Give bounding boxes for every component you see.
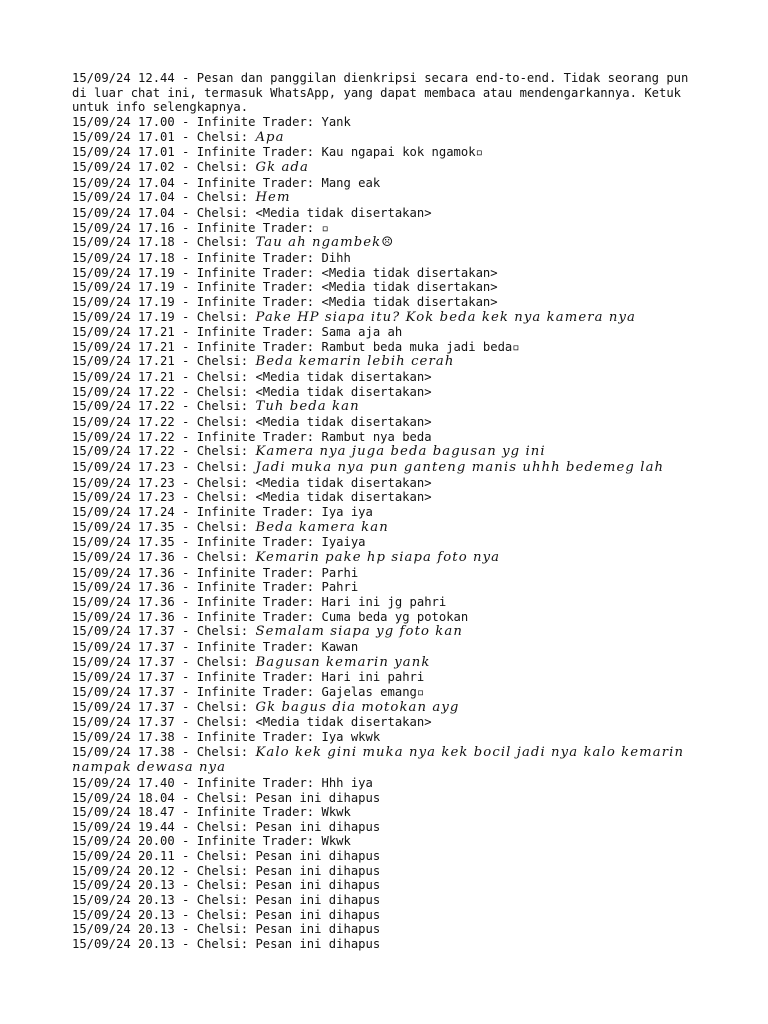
- chat-line: [72, 776, 694, 791]
- line-prefix: 15/09/24 20.13 - Chelsi:: [72, 922, 256, 937]
- chat-line: [72, 834, 694, 849]
- chat-line: [72, 580, 694, 595]
- chat-line: [72, 160, 694, 176]
- chat-line: [72, 849, 694, 864]
- line-message: <Media tidak disertakan>: [255, 415, 432, 430]
- chat-line: [72, 221, 694, 236]
- line-prefix: 15/09/24 17.37 - Chelsi:: [72, 715, 256, 730]
- chat-line: [72, 280, 694, 295]
- line-prefix: 15/09/24 17.24 - Infinite Trader:: [72, 505, 322, 520]
- chat-line: [72, 670, 694, 685]
- line-prefix: 15/09/24 20.13 - Chelsi:: [72, 893, 256, 908]
- chat-line: [72, 354, 694, 370]
- chat-line: [72, 399, 694, 415]
- line-prefix: 15/09/24 17.37 - Infinite Trader:: [72, 684, 322, 699]
- line-message: Kemarin pake hp siapa foto nya: [255, 550, 501, 565]
- line-message: <Media tidak disertakan>: [255, 384, 432, 399]
- line-message: Iyaiya: [321, 535, 366, 550]
- chat-line: [72, 310, 694, 326]
- chat-line: [72, 115, 694, 130]
- chat-line: [72, 490, 694, 505]
- line-message: Pesan ini dihapus: [255, 907, 381, 922]
- line-prefix: 15/09/24 18.04 - Chelsi:: [72, 790, 256, 805]
- line-message: Semalam siapa yg foto kan: [255, 624, 463, 640]
- line-prefix: 15/09/24 17.21 - Chelsi:: [72, 354, 256, 369]
- line-message: <Media tidak disertakan>: [321, 280, 498, 295]
- line-prefix: 15/09/24 17.00 - Infinite Trader:: [72, 114, 322, 129]
- line-message: Parhi: [321, 565, 359, 580]
- line-message: Rambut nya beda: [321, 429, 432, 444]
- line-prefix: 15/09/24 17.36 - Infinite Trader:: [72, 580, 322, 595]
- line-message: Mang eak: [321, 175, 381, 190]
- line-message: Pake HP siapa itu? Kok beda kek nya kamera nya: [255, 309, 637, 325]
- chat-line: [72, 295, 694, 310]
- line-message: Kawan: [321, 639, 359, 654]
- line-prefix: 15/09/24 20.11 - Chelsi:: [72, 849, 256, 864]
- chat-line: [72, 730, 694, 745]
- line-message: <Media tidak disertakan>: [321, 294, 498, 309]
- line-prefix: 15/09/24 17.19 - Infinite Trader:: [72, 294, 322, 309]
- line-prefix: 15/09/24 17.21 - Infinite Trader:: [72, 339, 322, 354]
- line-prefix: 15/09/24 17.40 - Infinite Trader:: [72, 775, 322, 790]
- chat-line: [72, 595, 694, 610]
- chat-line: [72, 430, 694, 445]
- chat-line: [72, 908, 694, 923]
- line-message: Hari ini pahri: [321, 670, 425, 685]
- line-prefix: 15/09/24 17.01 - Infinite Trader:: [72, 145, 322, 160]
- chat-line: [72, 922, 694, 937]
- chat-line: [72, 415, 694, 430]
- line-message: Pesan ini dihapus: [255, 922, 381, 937]
- line-message: <Media tidak disertakan>: [321, 265, 498, 280]
- line-message: Pesan ini dihapus: [255, 937, 381, 952]
- line-prefix: 15/09/24 17.38 - Infinite Trader:: [72, 729, 322, 744]
- line-message: <Media tidak disertakan>: [255, 715, 432, 730]
- chat-line: [72, 145, 694, 160]
- line-prefix: 15/09/24 17.22 - Infinite Trader:: [72, 429, 322, 444]
- chat-line: [72, 385, 694, 400]
- line-message: Iya wkwk: [321, 729, 381, 744]
- line-prefix: 15/09/24 19.44 - Chelsi:: [72, 819, 256, 834]
- line-message: Kau ngapai kok ngamok▫: [321, 145, 483, 160]
- line-prefix: 15/09/24 17.37 - Chelsi:: [72, 654, 256, 669]
- chat-line: [72, 370, 694, 385]
- chat-line: [72, 176, 694, 191]
- line-message: Pahri: [321, 580, 359, 595]
- line-prefix: 15/09/24 17.02 - Chelsi:: [72, 159, 256, 174]
- chat-line: [72, 460, 694, 476]
- line-message: Gk ada: [255, 159, 309, 175]
- line-prefix: 15/09/24 17.36 - Infinite Trader:: [72, 609, 322, 624]
- line-message: <Media tidak disertakan>: [255, 370, 432, 385]
- line-message: <Media tidak disertakan>: [255, 205, 432, 220]
- line-prefix: 15/09/24 17.22 - Chelsi:: [72, 384, 256, 399]
- chat-line: [72, 71, 694, 115]
- line-message: Wkwk: [321, 834, 351, 849]
- chat-line: [72, 864, 694, 879]
- chat-line: [72, 505, 694, 520]
- chat-line: [72, 624, 694, 640]
- line-message: Tau ah ngambek☹: [255, 235, 395, 251]
- chat-line: [72, 610, 694, 625]
- chat-line: [72, 444, 694, 460]
- line-prefix: 15/09/24 17.16 - Infinite Trader:: [72, 220, 322, 235]
- line-prefix: 15/09/24 17.35 - Chelsi:: [72, 519, 256, 534]
- chat-line: [72, 251, 694, 266]
- chat-line: [72, 266, 694, 281]
- line-prefix: 15/09/24 17.04 - Infinite Trader:: [72, 175, 322, 190]
- line-prefix: 15/09/24 17.36 - Infinite Trader:: [72, 565, 322, 580]
- line-message: Pesan ini dihapus: [255, 878, 381, 893]
- line-prefix: 15/09/24 17.23 - Chelsi:: [72, 475, 256, 490]
- chat-line: [72, 820, 694, 835]
- line-message: Jadi muka nya pun ganteng manis uhhh bedemeg lah: [255, 460, 665, 476]
- line-prefix: 15/09/24 17.22 - Chelsi:: [72, 415, 256, 430]
- chat-line: [72, 805, 694, 820]
- chat-line: [72, 340, 694, 355]
- line-message: Dihh: [321, 250, 351, 265]
- line-message: <Media tidak disertakan>: [255, 490, 432, 505]
- line-prefix: 15/09/24 18.47 - Infinite Trader:: [72, 805, 322, 820]
- line-prefix: 15/09/24 17.37 - Infinite Trader:: [72, 639, 322, 654]
- line-message: Cuma beda yg potokan: [321, 609, 469, 624]
- chat-line: [72, 235, 694, 251]
- line-message: Gajelas emang▫: [321, 684, 425, 699]
- chat-line: [72, 791, 694, 806]
- line-message: Hhh iya: [321, 775, 373, 790]
- chat-log-document: [72, 71, 694, 952]
- line-prefix: 15/09/24 17.18 - Infinite Trader:: [72, 250, 322, 265]
- line-message: Kamera nya juga beda bagusan yg ini: [255, 444, 546, 460]
- line-prefix: 15/09/24 20.12 - Chelsi:: [72, 863, 256, 878]
- chat-line: [72, 190, 694, 206]
- line-message: Kalo kek gini muka nya kek bocil jadi nya kalo kemarin nampak dewasa nya: [72, 744, 690, 776]
- chat-line: [72, 878, 694, 893]
- line-prefix: 15/09/24 17.18 - Chelsi:: [72, 235, 256, 250]
- chat-line: [72, 715, 694, 730]
- line-prefix: 15/09/24 17.21 - Infinite Trader:: [72, 325, 322, 340]
- line-prefix: 15/09/24 17.21 - Chelsi:: [72, 370, 256, 385]
- chat-line: [72, 550, 694, 566]
- line-message: Pesan ini dihapus: [255, 790, 381, 805]
- line-message: Iya iya: [321, 505, 373, 520]
- line-prefix: 15/09/24 20.00 - Infinite Trader:: [72, 834, 322, 849]
- chat-line: [72, 476, 694, 491]
- line-prefix: 15/09/24 17.22 - Chelsi:: [72, 444, 256, 459]
- line-prefix: 15/09/24 17.36 - Chelsi:: [72, 550, 256, 564]
- line-prefix: 15/09/24 17.23 - Chelsi:: [72, 460, 256, 475]
- chat-line: [72, 745, 694, 776]
- chat-line: [72, 640, 694, 655]
- line-prefix: 15/09/24 17.35 - Infinite Trader:: [72, 535, 322, 550]
- line-prefix: 15/09/24 17.19 - Chelsi:: [72, 309, 256, 324]
- line-prefix: 15/09/24 17.19 - Infinite Trader:: [72, 265, 322, 280]
- chat-line: [72, 325, 694, 340]
- chat-line: [72, 520, 694, 536]
- chat-line: [72, 700, 694, 716]
- chat-line: [72, 130, 694, 146]
- line-prefix: 15/09/24 17.37 - Chelsi:: [72, 699, 256, 714]
- line-prefix: 15/09/24 17.38 - Chelsi:: [72, 744, 256, 759]
- line-prefix: 15/09/24 17.37 - Chelsi:: [72, 624, 256, 639]
- line-message: Hari ini jg pahri: [321, 594, 447, 609]
- line-prefix: 15/09/24 12.44 -: [72, 71, 197, 85]
- line-message: Wkwk: [321, 805, 351, 820]
- line-prefix: 15/09/24 17.01 - Chelsi:: [72, 129, 256, 144]
- line-prefix: 15/09/24 17.04 - Chelsi:: [72, 205, 256, 220]
- chat-line: [72, 535, 694, 550]
- line-message: Gk bagus dia motokan ayg: [255, 699, 460, 715]
- line-message: Pesan ini dihapus: [255, 849, 381, 864]
- line-prefix: 15/09/24 17.36 - Infinite Trader:: [72, 594, 322, 609]
- line-prefix: 15/09/24 17.37 - Infinite Trader:: [72, 670, 322, 685]
- line-message: Bagusan kemarin yank: [255, 654, 431, 670]
- line-message: Beda kemarin lebih cerah: [255, 354, 455, 370]
- line-message: Yank: [321, 114, 351, 129]
- chat-line: [72, 655, 694, 671]
- line-message: Pesan dan panggilan dienkripsi secara end-to-end. Tidak seorang pun di luar chat ini, termasuk WhatsApp, yang dapat membaca atau mendengarkannya. Ketuk untuk info selengkapnya.: [72, 71, 696, 115]
- line-prefix: 15/09/24 17.04 - Chelsi:: [72, 190, 256, 205]
- chat-line: [72, 566, 694, 581]
- line-message: Pesan ini dihapus: [255, 819, 381, 834]
- line-message: Pesan ini dihapus: [255, 863, 381, 878]
- line-message: <Media tidak disertakan>: [255, 475, 432, 490]
- line-prefix: 15/09/24 17.19 - Infinite Trader:: [72, 280, 322, 295]
- line-message: Tuh beda kan: [255, 399, 360, 415]
- chat-line: [72, 893, 694, 908]
- line-prefix: 15/09/24 20.13 - Chelsi:: [72, 907, 256, 922]
- chat-line: [72, 937, 694, 952]
- line-message: Pesan ini dihapus: [255, 893, 381, 908]
- line-message: ▫: [321, 220, 329, 235]
- line-prefix: 15/09/24 20.13 - Chelsi:: [72, 878, 256, 893]
- line-prefix: 15/09/24 20.13 - Chelsi:: [72, 937, 256, 952]
- line-message: Sama aja ah: [321, 325, 403, 340]
- line-message: Apa: [255, 129, 285, 145]
- chat-line: [72, 685, 694, 700]
- line-prefix: 15/09/24 17.23 - Chelsi:: [72, 490, 256, 505]
- line-message: Rambut beda muka jadi beda▫: [321, 339, 520, 354]
- chat-line: [72, 206, 694, 221]
- line-message: Hem: [255, 190, 291, 206]
- line-prefix: 15/09/24 17.22 - Chelsi:: [72, 399, 256, 414]
- line-message: Beda kamera kan: [255, 519, 389, 535]
